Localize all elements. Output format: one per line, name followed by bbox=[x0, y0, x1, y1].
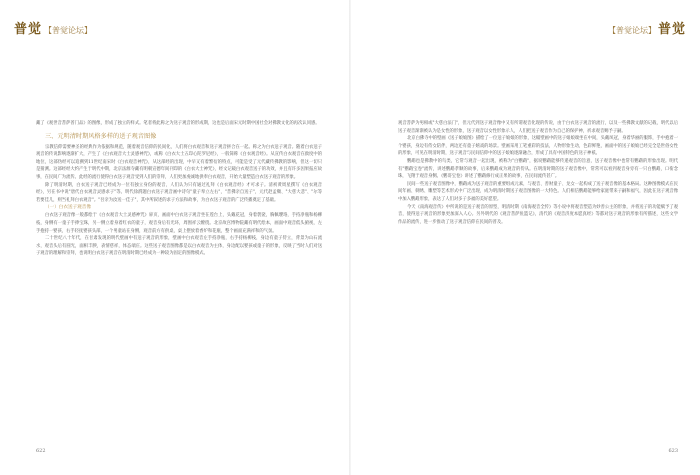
paragraph: 除了明清时期，白衣送子观音已经成为一位有独立身份的观音，人们认为只有通过礼拜《白衣观音经》才可求子。清初黄周星撰写《白衣观音经》，另在书中说"唐代白衣观音灵感求子"等。明代徐渭题白衣送子观音画中诗句"童子奉立左右"，"昔佛亲自送子"，元代赵孟頫、"大慈大悲"、"尔等若要佳儿，则当礼拜白衣观音"。"吾亲为汝送一佳子"，其中所叙述的求子方法和故事，为白衣送子观音的广泛传播奠定了基础。 bbox=[36, 182, 322, 203]
paragraph: 二十世纪八十年代，在甘肃发现的明代壁画中有送子观音的形象，壁画中白衣观音左手持净瓶，右手持杨柳枝，身边有童子侍立，背景为山石流水，观音头后有圆光，面相丰腴，表情慈祥，体态端庄。这些送子观音图像都是以白衣观音为主体，身边配以婴孩或童子的形象，反映了当时人们对送子观音的理解和崇拜，也说明白衣送子观音在明清时期已经成为一种较为固定的图像模式。 bbox=[36, 236, 322, 257]
paragraph: 宗教信仰需要神圣的经典作为依据和规范，随着观音信仰的民间化，人们将白衣观音和送子观音拼合在一起。称之为白衣送子观音。随着白衣送子观音的传说影响逐渐扩大，产生了《白衣观音大士灵感神咒》，或称《白衣大士五印心陀罗尼经》，一般简称《白衣观音经》。从宣传白衣观音在救度中的地位，这部伪经可以追溯到11世纪南宋时《白衣观音神咒》，从这部经的出现，中早又有着繁衍的特点，可能是受了元代藏传佛教的影响，但这一切只是猜测。这部经经大约产生于明代中期，北京法源寺藏有明朝宣德年间刊印的《白衣大士神咒》，经文记载白衣观音送子的功效，并且有许多因果报应故事，在民间广为流传。此经的流行使得白衣送子观音受到人们的崇拜，人们更加虔诚地供奉白衣观音，开始大量塑造白衣送子观音的形象。 bbox=[36, 144, 322, 180]
paragraph: 观音菩萨为男相或"大慈白法门"，但元代到送子观音像中又有所谓观音化现的传说，由于白衣送子观音的流行，以及一些佛教文献的记载，明代以后送子观音渐渐被认为是女性的形象，送子观音以女性形象示人，人们把送子观音作为自己的保护神，祈求观音赐予子嗣。 bbox=[398, 121, 678, 134]
right-page bbox=[350, 0, 700, 475]
right-page-body bbox=[398, 120, 678, 226]
paragraph: 白衣送子观音像一般都绘于《白衣观音大士灵感神咒》扉页，画面中白衣送子观音坐在莲台上，头戴花冠，身着袈裟，胸佩璎珞，手持净瓶和杨柳枝，身侧有一童子手捧宝珠，另一侧立着身着红衣的童子，观音身后有光环，周围祥云缭绕。北京故宫博物院藏有明代绘本，画面中观音低头俯视，左手抱持一婴孩，右手轻抚婴孩头部，一个男童站在身侧，观音前方有供桌，桌上摆放着香炉和花瓶，整个画面充满祥和的气氛。 bbox=[36, 213, 322, 234]
paragraph: 藏了《观世音菩萨普门品》的图像，形成了独立的样式。笔者将此称之为送子观音的形成期，这也是后面宋元时期中国社会对佛教文化的再次认同感。 bbox=[36, 121, 320, 126]
section-tag: 【普觉论坛】 bbox=[607, 26, 656, 35]
page-number: 623 bbox=[668, 448, 678, 454]
paragraph: 今天《南海观音传》中所说的是送子观音的原型，明清时期《南海观音全传》等小说中将观音塑造为妙善公主的形象，并将送子的功能赋予了观音，使得送子观音的形象更加深入人心。另外明代的《观音菩萨鱼篮记》，清代的《观音济度本愿真经》等都对送子观音的形象有所描述，这些文学作品的流传，进一步推动了送子观音信仰在民间的普及。 bbox=[398, 204, 678, 225]
page-number: 622 bbox=[36, 448, 46, 454]
left-page-body bbox=[36, 120, 322, 258]
paragraph: 鹦鹉也是佛教中的鸟类，它常与观音一起出现，被称为"白鹦鹉"，据说鹦鹉能够传递观音的旨意，送子观音像中也常有鹦鹉的形象出现。明代有"鹦鹉宝卷"流传，讲述鹦鹉孝顺的故事，后来鹦鹉成为观音的侍从。在明清时期的送子观音像中，常常可以看到观音身旁有一只白鹦鹉，口衔念珠，飞翔于观音身侧。《鹦哥宝卷》讲述了鹦鹉修行成正果的故事，在民间流传甚广。 bbox=[398, 158, 678, 180]
publication-logo: 普觉 bbox=[657, 22, 686, 37]
paragraph: 北京白佛寺中的壁画《送子娘娘图》描绘了一位送子娘娘的形象，这幅壁画中的送子娘娘端坐在中间，头戴凤冠，身着华丽的服饰，手中抱着一个婴孩，身边有侍女陪伴，两边还有童子嬉戏的场景。壁画采用工笔重彩的技法，人物形象生动，色彩鲜艳，画面中的送子娘娘已经完全是世俗女性的形象，可见在明清时期，送子观音与民间信仰中的送子娘娘逐渐融合，形成了具有中国特色的送子神祇。 bbox=[398, 136, 678, 157]
section-heading: 三、元明清时期风格多样的送子观音图像 bbox=[45, 132, 157, 140]
subsection-heading: （一）白衣送子观音像 bbox=[45, 205, 91, 211]
publication-logo: 普觉 bbox=[14, 22, 43, 37]
section-tag: 【普觉论坛】 bbox=[44, 26, 93, 35]
left-page-header bbox=[14, 18, 94, 37]
paragraph: 民间一些送子观音图像中，鹦鹉成为送子观音的重要组成元素，与观音、善财童子、龙女一起构成了送子观音像的基本格局。这种图像模式在民间年画、刺绣、雕塑等艺术形式中广泛出现，成为明清时期送子观音图像的一大特色。人们相信鹦鹉能够给家庭带来子嗣和福气，因此在送子观音像中加入鹦鹉形象，表达了人们对多子多福的美好愿望。 bbox=[398, 181, 678, 202]
right-page-header bbox=[606, 18, 686, 37]
